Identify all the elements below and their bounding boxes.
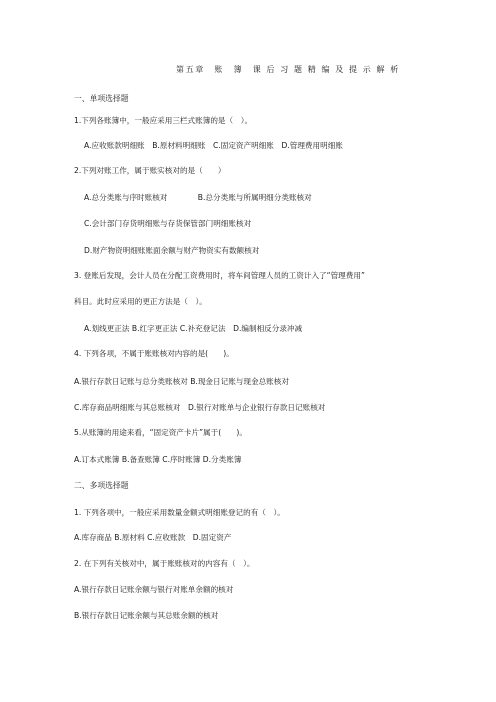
section-heading-multiple-choice: 二、多项选择题	[74, 481, 129, 490]
question-4-options-ab: A.银行存款日记账与总分类账核对 B.现金日记账与现金总账核对	[74, 377, 289, 386]
question-3-line-2: 科目。此时应采用的更正方法是（ ）。	[74, 297, 207, 306]
mc-question-1-options: A.库存商品 B.原材料 C.应收账款 D.固定资产	[74, 533, 232, 542]
question-3-options: A.划线更正法 B.红字更正法 C.补充登记法 D.编制相反分录冲减	[84, 324, 303, 333]
section-heading-single-choice: 一、单项选择题	[74, 94, 129, 103]
question-5-options: A.订本式账簿 B.备查账簿 C.序时账簿 D.分类账簿	[74, 455, 242, 464]
question-2: 2.下列对账工作，属于账实核对的是（ ）	[74, 166, 226, 175]
mc-question-1: 1. 下列各项中，一般应采用数量金额式明细账登记的有（ ）。	[74, 508, 285, 517]
mc-question-2: 2. 在下列有关核对中，属于账账核对的内容有（ ）。	[74, 559, 255, 568]
mc-question-2-option-a: A.银行存款日记账余额与银行对账单余额的核对	[74, 585, 234, 594]
question-2-options-ab: A.总分类账与序时账核对 B.总分类账与所属明细分类账核对	[84, 193, 312, 202]
mc-question-2-option-b: B.银行存款日记账余额与其总账余额的核对	[74, 611, 219, 620]
question-4: 4. 下列各项，不属于账账核对内容的是( )。	[74, 349, 234, 358]
question-2-option-d: D.财产物资明细账账面余额与财产物资实有数额核对	[84, 246, 260, 255]
question-5: 5.从账簿的用途来看，“固定资产卡片”属于( )。	[74, 428, 247, 437]
question-3-line-1: 3. 登账后发现，会计人员在分配工资费用时，将车间管理人员的工资计入了“管理费用”	[74, 271, 365, 280]
question-2-option-c: C.会计部门存货明细账与存货保管部门明细账核对	[84, 219, 252, 228]
question-1-options: A.应收账款明细账 B.原材料明细账 C.固定资产明细账 D.管理费用明细账	[84, 141, 343, 150]
question-1: 1.下列各账簿中，一般应采用三栏式账簿的是（ ）。	[74, 116, 253, 125]
question-4-options-cd: C.库存商品明细账与其总账核对 D.银行对账单与企业银行存款日记账核对	[74, 403, 326, 412]
chapter-title: 第五章 账 簿 课 后 习 题 精 编 及 提 示 解 析	[176, 65, 400, 74]
